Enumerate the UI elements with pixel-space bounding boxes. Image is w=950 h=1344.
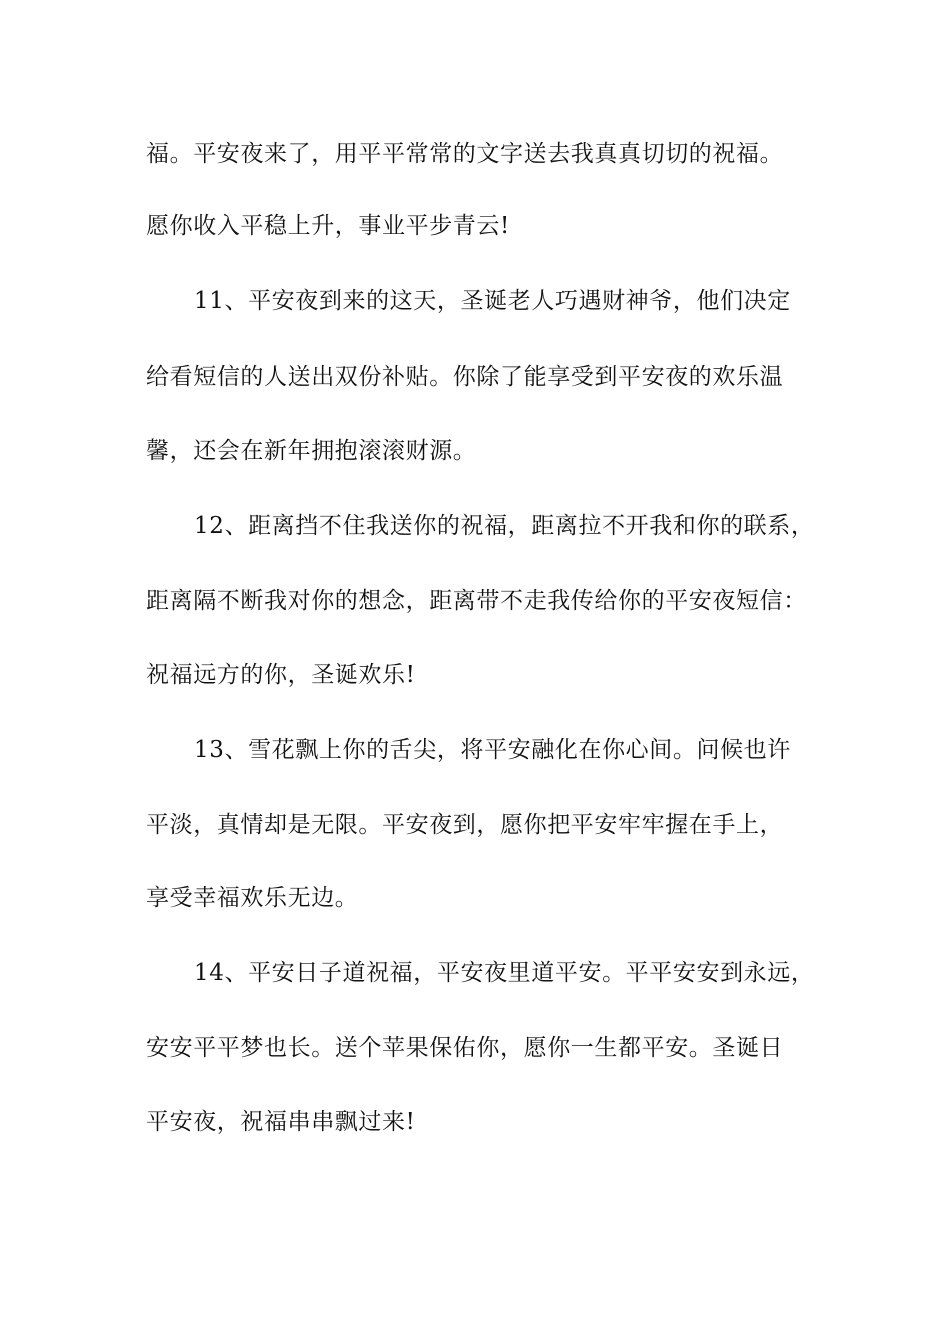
text-line: 福。平安夜来了，用平平常常的文字送去我真真切切的祝福。 [146, 141, 784, 167]
text-line: 给看短信的人送出双份补贴。你除了能享受到平安夜的欢乐温 [146, 364, 784, 390]
paragraph-13-line: 13、雪花飘上你的舌尖，将平安融化在你心间。问候也许 [194, 737, 791, 763]
text-line: 愿你收入平稳上升，事业平步青云! [146, 213, 510, 239]
text-line: 祝福远方的你，圣诞欢乐! [146, 662, 416, 688]
text-line: 馨，还会在新年拥抱滚滚财源。 [146, 438, 477, 464]
paragraph-11-line: 11、平安夜到来的这天，圣诞老人巧遇财神爷，他们决定 [194, 288, 791, 314]
text-line: 平淡，真情却是无限。平安夜到，愿你把平安牢牢握在手上， [146, 812, 784, 838]
text-line: 平安夜，祝福串串飘过来! [146, 1109, 416, 1135]
text-line: 距离隔不断我对你的想念，距离带不走我传给你的平安夜短信： [146, 588, 807, 614]
paragraph-14-line: 14、平安日子道祝福，平安夜里道平安。平平安安到永远， [194, 960, 815, 986]
text-line: 享受幸福欢乐无边。 [146, 885, 359, 911]
paragraph-12-line: 12、距离挡不住我送你的祝福，距离拉不开我和你的联系， [194, 513, 815, 539]
text-line: 安安平平梦也长。送个苹果保佑你，愿你一生都平安。圣诞日 [146, 1035, 784, 1061]
